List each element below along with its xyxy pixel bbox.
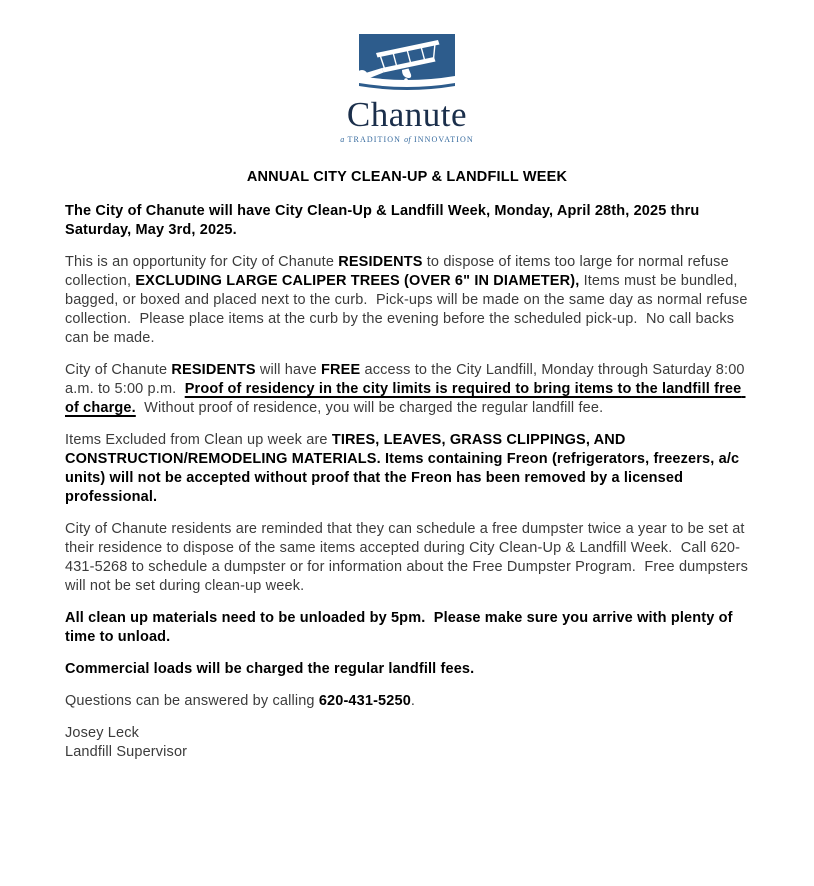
text-run: RESIDENTS [171,362,256,378]
text-run: RESIDENTS [338,254,423,270]
text-run: will have [255,362,322,378]
signature-title: Landfill Supervisor [65,744,188,760]
text-run: TIRES, LEAVES, GRASS CLIPPINGS, AND CONSTRUCTION/REMODELING MATERIALS. Items containing Freon (refrigerators, freezers, a/c units) will not be accepted without proof that the Freon has been removed by a licensed professional. [65,432,744,505]
chanute-logo [0,0,814,144]
tagline-tradition: TRADITION [347,135,401,144]
text-run: Items must be bundled, bagged, or boxed and placed next to the curb. Pick-ups will be made on the same day as normal refuse collection. Please place items at the curb by the evening before the scheduled pick-up. No call backs can be made. [65,273,752,346]
logo-wordmark: Chanute [346,95,468,134]
text-run: Without proof of residence, you will be charged the regular landfill fee. [135,400,604,416]
text-run: The City of Chanute will have City Clean-Up & Landfill Week, Monday, April 28th, 2025 thru Saturday, May 3rd, 2025. [65,203,704,238]
text-run: This is an opportunity for City of Chanute [65,254,339,270]
signature-name: Josey Leck [65,725,140,741]
paragraph [65,609,750,647]
document-body [0,185,814,762]
text-run: access to the City Landfill, Monday through Saturday 8:00 a.m. to 5:00 p.m. [65,362,749,397]
tagline-innovation: INNOVATION [414,135,474,144]
document-paragraphs [65,202,753,711]
paragraph [65,520,753,596]
text-run: 620-431-5250 [318,693,411,709]
paragraph [65,202,750,240]
text-run: City of Chanute residents are reminded that they can schedule a free dumpster twice a year to be set at their residence to dispose of the same items accepted during City Clean-Up & Landfill Week. Call 620-431-5268 to schedule a dumpster or for information about the Free Dumpster Program. Free dumpsters will not be set during clean-up week. [65,521,753,594]
paragraph [65,692,750,711]
tagline-a: a [340,135,345,144]
text-run: FREE [321,362,361,378]
text-run: Proof of residency in the city limits is required to bring items to the landfill free of charge. [65,381,746,416]
text-run: Commercial loads will be charged the regular landfill fees. [65,661,475,677]
paragraph [65,361,750,418]
text-run: EXCLUDING LARGE CALIPER TREES (OVER 6" IN DIAMETER), [135,273,580,289]
text-run: Items Excluded from Clean up week are [65,432,332,448]
text-run: City of Chanute [65,362,172,378]
biplane-icon [359,34,455,96]
text-run: All clean up materials need to be unloaded by 5pm. Please make sure you arrive with plenty of time to unload. [65,610,737,645]
paragraph [65,660,750,679]
paragraph [65,253,750,348]
logo-tagline [0,135,814,144]
signature-block [65,724,750,762]
text-run: to dispose of items too large for normal refuse collection, [65,254,733,289]
text-run: . [410,693,416,709]
text-run: Questions can be answered by calling [65,693,319,709]
tagline-of: of [404,135,411,144]
paragraph [65,431,750,507]
document-title: ANNUAL CITY CLEAN-UP & LANDFILL WEEK [246,169,568,185]
